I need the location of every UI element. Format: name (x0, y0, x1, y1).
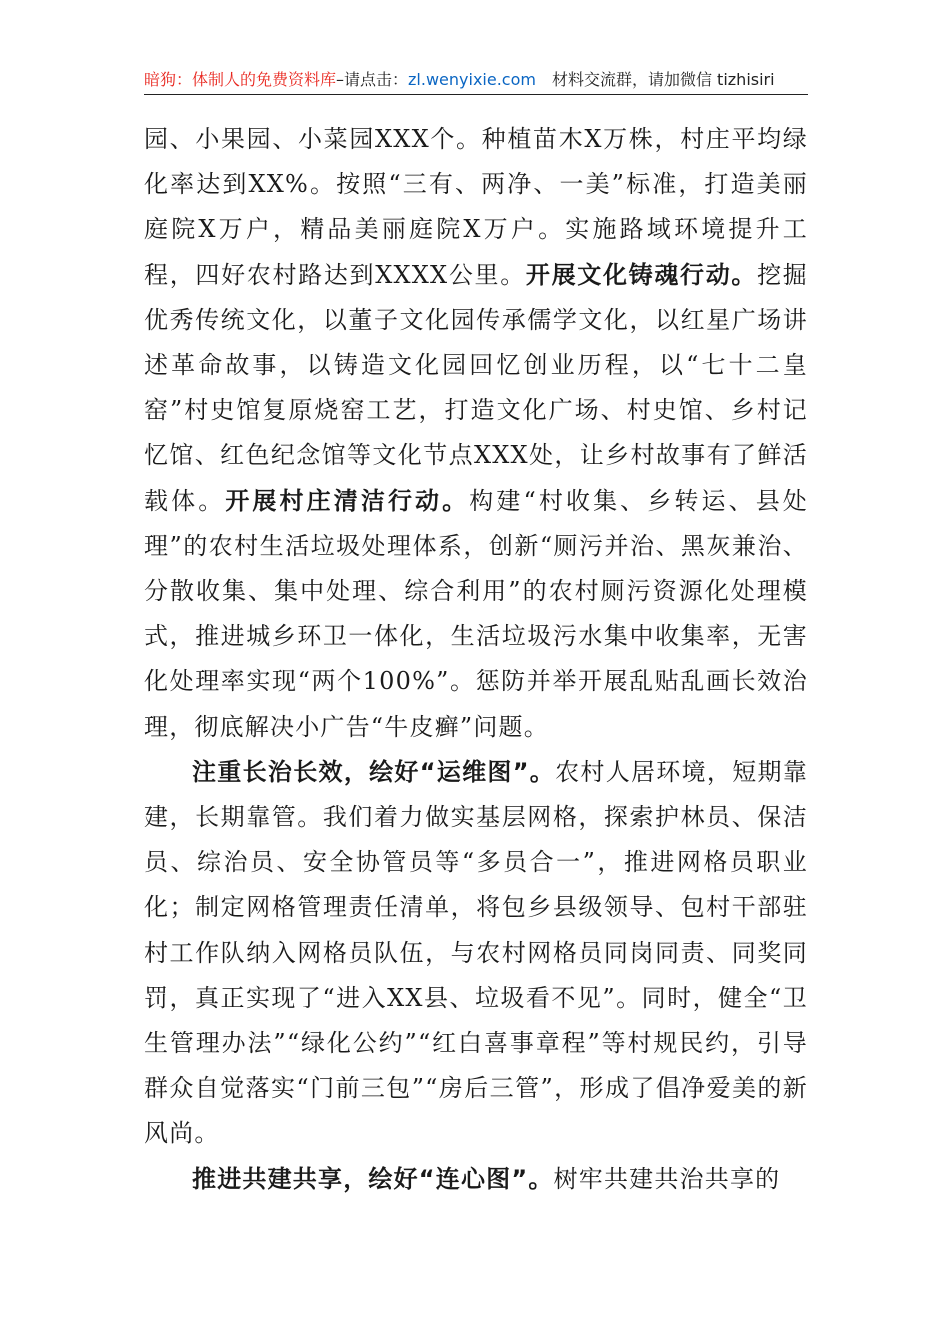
page-header (144, 66, 808, 95)
paragraph-text: 构建“村收集、乡转运、县处理”的农村生活垃圾处理体系，创新“厕污并治、黑灰兼治、分散收集、集中处理、综合利用”的农村厕污资源化处理模式，推进城乡环卫一体化，生活垃圾污水集中收集率，无害化处理率实现“两个100%”。惩防并举开展乱贴乱画长效治理，彻底解决小广告“牛皮癣”问题。 (144, 486, 809, 741)
bold-heading-cleaning: 开展村庄清洁行动。 (225, 486, 470, 515)
header-link[interactable]: zl.wenyixie.com (408, 70, 536, 89)
paragraph-text: 挖掘优秀传统文化，以董子文化园传承儒学文化，以红星广场讲述革命故事，以铸造文化园回忆创业历程，以“七十二皇窑”村史馆复原烧窑工艺，打造文化广场、村史馆、乡村记忆馆、红色纪念馆等文化节点XXX处，让乡村故事有了鲜活载体。 (144, 260, 808, 515)
paragraph-sharing (144, 1157, 808, 1202)
document-body (144, 117, 808, 1202)
paragraph-text: 农村人居环境，短期靠建，长期靠管。我们着力做实基层网格，探索护林员、保洁员、综治员、安全协管员等“多员合一”，推进网格员职业化；制定网格管理责任清单，将包乡县级领导、包村干部驻村工作队纳入网格员队伍，与农村网格员同岗同责、同奖同罚，真正实现了“进入XX县、垃圾看不见”。同时，健全“卫生管理办法”“绿化公约”“红白喜事章程”等村规民约，引导群众自觉落实“门前三包”“房后三管”，形成了倡净爱美的新风尚。 (144, 757, 809, 1148)
section-lead-maintenance: 注重长治长效，绘好“运维图”。 (192, 757, 556, 786)
header-click-prompt: –请点击： (336, 70, 409, 89)
bold-heading-culture: 开展文化铸魂行动。 (525, 260, 758, 289)
paragraph-maintenance (144, 750, 808, 1157)
paragraph-text: 树牢共建共治共享的 (553, 1164, 781, 1193)
header-site-name: 暗狗：体制人的免费资料库 (144, 70, 337, 89)
header-contact: 材料交流群，请加微信 tizhisiri (551, 70, 775, 89)
paragraph-continued (144, 117, 808, 750)
paragraph-text: 园、小果园、小菜园XXX个。种植苗木X万株，村庄平均绿化率达到XX%。按照“三有、两净、一美”标准，打造美丽庭院X万户，精品美丽庭院X万户。实施路域环境提升工程，四好农村路达到XXXX公里。 (144, 125, 808, 289)
section-lead-sharing: 推进共建共享，绘好“连心图”。 (192, 1164, 554, 1193)
